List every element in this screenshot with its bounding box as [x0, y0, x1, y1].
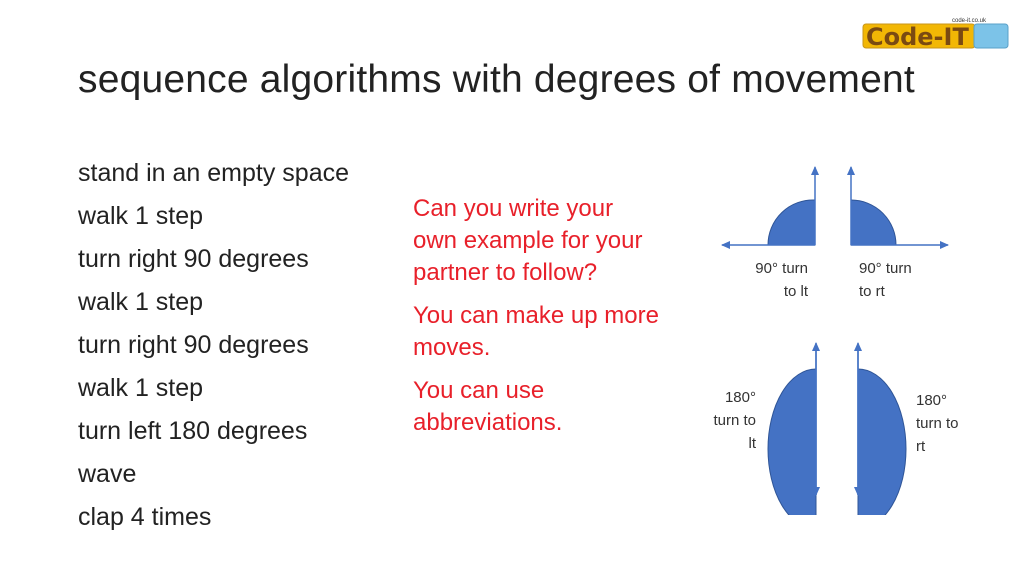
label-180-left: 180° turn to lt — [713, 389, 756, 452]
step-item: walk 1 step — [78, 202, 204, 230]
turn-diagram-svg — [690, 155, 990, 515]
half-turn-right-shape — [858, 369, 906, 515]
logo-text: Code-IT — [866, 23, 969, 51]
label-180-right: 180° turn to rt — [916, 392, 959, 455]
label-90-right: 90° turn to rt — [859, 260, 912, 300]
logo-url: code-it.co.uk — [952, 18, 987, 24]
quarter-turn-right-shape — [851, 200, 896, 245]
step-item: walk 1 step — [78, 288, 204, 316]
prompt-abbreviations: You can use abbreviations. — [413, 377, 563, 436]
half-turn-left-shape — [768, 369, 816, 515]
step-item: clap 4 times — [78, 503, 212, 531]
quarter-turn-left-shape — [768, 200, 815, 245]
turn-diagram — [690, 155, 990, 520]
challenge-prompt — [413, 193, 663, 450]
step-item: walk 1 step — [78, 374, 204, 402]
step-item: turn left 180 degrees — [78, 417, 308, 445]
sequence-steps-list — [78, 155, 349, 542]
page-title: sequence algorithms with degrees of movement — [78, 58, 915, 101]
step-item: turn right 90 degrees — [78, 245, 309, 273]
prompt-moves: You can make up more moves. — [413, 302, 659, 361]
step-item: wave — [78, 460, 137, 488]
step-item: turn right 90 degrees — [78, 331, 309, 359]
step-item: stand in an empty space — [78, 159, 349, 187]
prompt-question: Can you write your own example for your partner to follow? — [413, 195, 643, 286]
code-it-logo — [862, 14, 1010, 52]
label-90-left: 90° turn to lt — [755, 260, 808, 300]
